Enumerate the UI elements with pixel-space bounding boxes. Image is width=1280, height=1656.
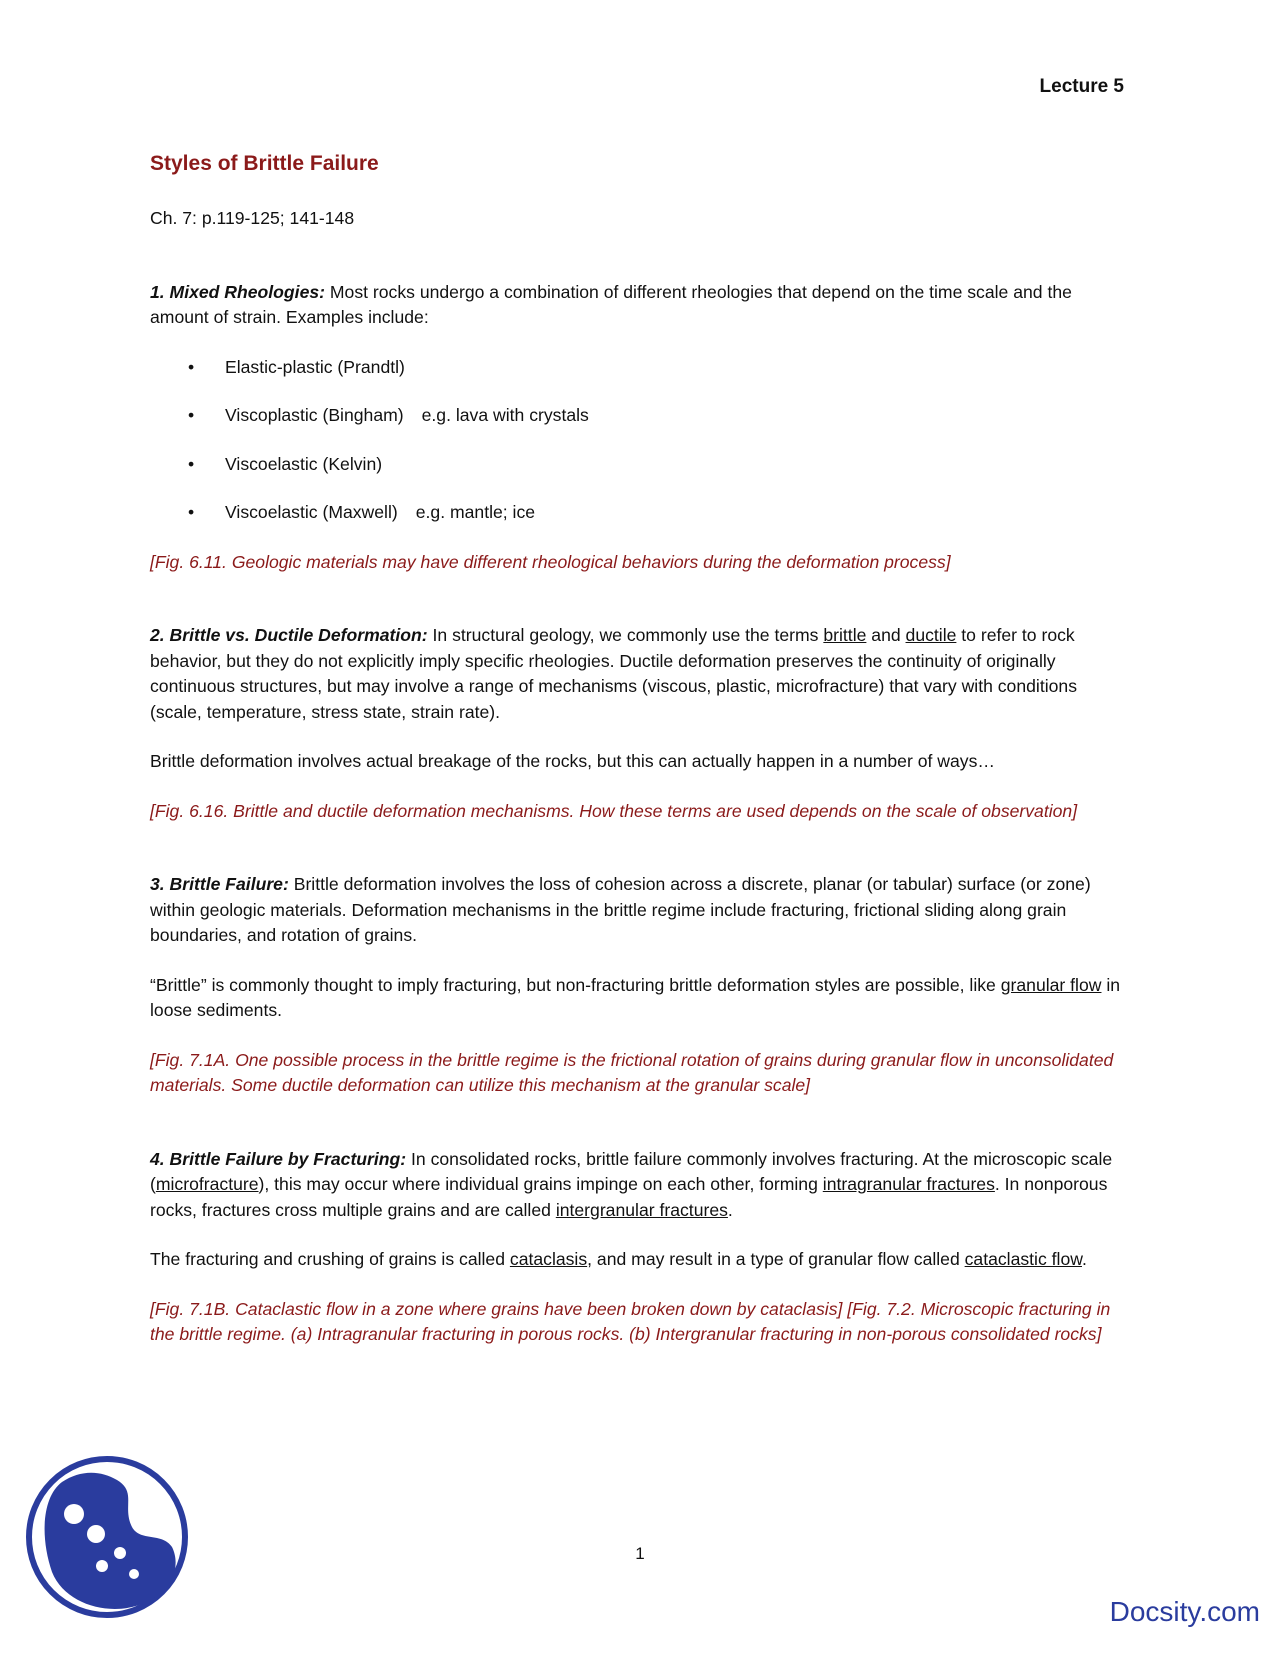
list-item bbox=[150, 355, 1128, 381]
term-intergranular-fractures: intergranular fractures bbox=[555, 1199, 728, 1220]
section-2-text: In structural geology, we commonly use the terms bbox=[427, 625, 824, 645]
term-ductile: ductile bbox=[905, 625, 957, 645]
page-title: Styles of Brittle Failure bbox=[150, 152, 379, 175]
bullet-icon: • bbox=[188, 356, 195, 377]
section-3-paragraph-2 bbox=[150, 973, 1128, 1024]
section-4-text: , and may result in a type of granular flow called bbox=[587, 1249, 965, 1269]
term-microfracture: microfracture bbox=[155, 1174, 259, 1194]
section-3-text: in loose sediments. bbox=[150, 974, 1121, 1020]
term-cataclastic-flow: cataclastic flow bbox=[964, 1249, 1082, 1269]
section-2-paragraph-2: Brittle deformation involves actual breakage of the rocks, but this can actually happen in a number of ways… bbox=[150, 751, 995, 771]
section-4-text: . bbox=[1081, 1249, 1087, 1269]
rheology-example: e.g. mantle; ice bbox=[415, 502, 536, 522]
figure-caption-7-1a: [Fig. 7.1A. One possible process in the brittle regime is the frictional rotation of grains during granular flow in unconsolidated materials. Some ductile deformation can utilize this mechanism at the granular scale] bbox=[150, 1049, 1114, 1095]
section-4-text: The fracturing and crushing of grains is called bbox=[150, 1249, 510, 1269]
page-number: 1 bbox=[635, 1544, 645, 1563]
figure-caption-6-11: [Fig. 6.11. Geologic materials may have different rheological behaviors during the deformation process] bbox=[150, 551, 951, 572]
rheology-list bbox=[150, 355, 1128, 526]
section-4-heading: 4. Brittle Failure by Fracturing: bbox=[150, 1148, 407, 1169]
section-3-paragraph-1 bbox=[150, 872, 1128, 949]
bullet-icon: • bbox=[188, 502, 195, 522]
section-4-text: ), this may occur where individual grains impinge on each other, forming bbox=[258, 1174, 823, 1194]
term-granular-flow: granular flow bbox=[1000, 974, 1102, 995]
list-item bbox=[150, 452, 1128, 478]
section-1-heading: 1. Mixed Rheologies: bbox=[150, 281, 325, 302]
docsity-brand[interactable]: Docsity.com bbox=[1109, 1596, 1260, 1627]
section-3-text: Brittle deformation involves the loss of cohesion across a discrete, planar (or tabular) surface (or zone) within geologic materials. Deformation mechanisms in the brittle regime include fracturing, frictional sliding along grain boundaries, and rotation of grains. bbox=[150, 874, 1091, 945]
figure-caption-7-1b-7-2: [Fig. 7.1B. Cataclastic flow in a zone where grains have been broken down by cataclasis] [Fig. 7.2. Microscopic fracturing in the brittle regime. (a) Intragranular fracturing in porous rocks. (b) Intergranular fracturing in non-porous consolidated rocks] bbox=[150, 1298, 1111, 1344]
docsity-logo-icon bbox=[22, 1452, 192, 1622]
section-1-text: Most rocks undergo a combination of different rheologies that depend on the time scale and the amount of strain. Examples include: bbox=[150, 281, 1072, 327]
section-3-text: “Brittle” is commonly thought to imply fracturing, but non-fracturing brittle deformation styles are possible, like bbox=[150, 974, 1001, 995]
rheology-term: Elastic-plastic (Prandtl) bbox=[225, 356, 405, 377]
list-item bbox=[150, 403, 1128, 429]
section-4-paragraph-2 bbox=[150, 1247, 1128, 1273]
lecture-label: Lecture 5 bbox=[1039, 76, 1124, 97]
rheology-term: Viscoplastic (Bingham) bbox=[225, 405, 404, 425]
list-item bbox=[150, 500, 1128, 526]
section-4-text: . In nonporous rocks, fractures cross multiple grains and are called bbox=[150, 1174, 1108, 1220]
section-3-heading: 3. Brittle Failure: bbox=[150, 874, 289, 894]
term-intragranular-fractures: intragranular fractures bbox=[822, 1174, 995, 1194]
chapter-reference: Ch. 7: p.119-125; 141-148 bbox=[150, 208, 355, 228]
document-body bbox=[150, 206, 1128, 1372]
bullet-icon: • bbox=[188, 405, 195, 425]
section-2-heading: 2. Brittle vs. Ductile Deformation: bbox=[150, 625, 428, 645]
rheology-term: Viscoelastic (Kelvin) bbox=[225, 453, 383, 474]
section-2-paragraph-1 bbox=[150, 623, 1128, 725]
section-4-text: In consolidated rocks, brittle failure commonly involves fracturing. At the microscopic scale ( bbox=[150, 1148, 1113, 1194]
term-cataclasis: cataclasis bbox=[509, 1249, 588, 1269]
rheology-example: e.g. lava with crystals bbox=[421, 405, 589, 425]
bullet-icon: • bbox=[188, 453, 195, 474]
term-brittle: brittle bbox=[823, 625, 867, 645]
section-2-text: and bbox=[866, 625, 906, 645]
section-4-text: . bbox=[727, 1199, 733, 1220]
section-1-paragraph bbox=[150, 280, 1128, 331]
section-4-paragraph-1 bbox=[150, 1147, 1128, 1224]
rheology-term: Viscoelastic (Maxwell) bbox=[225, 502, 398, 522]
figure-caption-6-16: [Fig. 6.16. Brittle and ductile deformation mechanisms. How these terms are used depends on the scale of observation] bbox=[150, 800, 1078, 821]
section-2-text: to refer to rock behavior, but they do not explicitly imply specific rheologies. Ductile deformation preserves the continuity of originally continuous structures, but may involve a range of mechanisms (viscous, plastic, microfracture) that vary with conditions (scale, temperature, stress state, strain rate). bbox=[150, 625, 1077, 722]
